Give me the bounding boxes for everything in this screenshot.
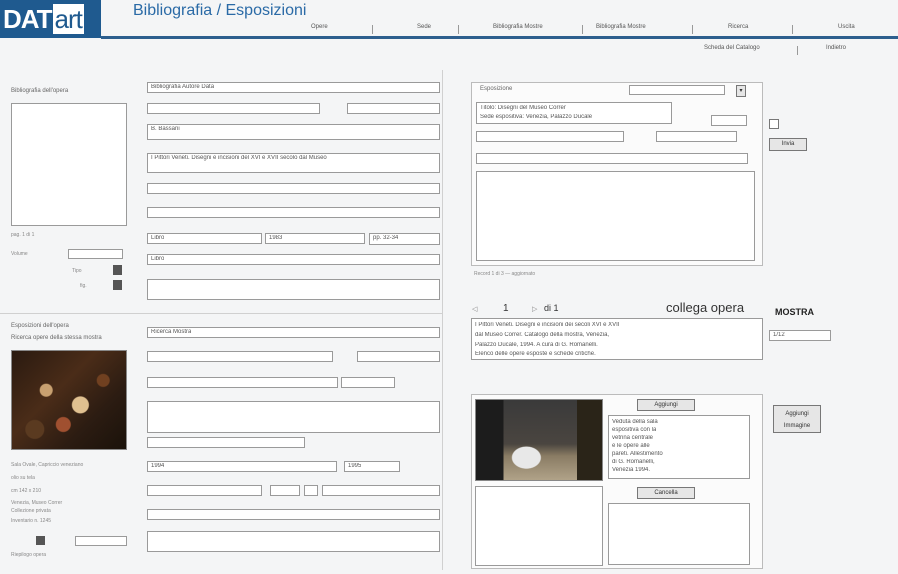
logo-suffix: art [54,4,82,34]
luogo-field[interactable] [147,351,333,362]
page-of: di 1 [544,303,559,313]
mostra-label: MOSTRA [775,307,814,317]
bottom-label: Riepilogo opera [11,552,47,558]
nav-tab-bibliografia[interactable]: Bibliografia Mostre [493,24,543,30]
desc-text-line: Palazzo Ducale, 1994. A cura di G. Romanelli. [475,342,598,348]
caption-line: Venezia, Museo Correr [11,500,63,506]
editore-mostra-field[interactable] [147,509,440,520]
subnav-indietro[interactable]: Indietro [826,45,847,51]
nav-tab-ricerca[interactable]: Ricerca [728,24,749,30]
nav-separator [458,25,459,34]
invia-button[interactable]: Invia [769,138,807,151]
aggiungi-immagine-button[interactable]: Aggiungi Immagine [773,405,821,433]
panel-check[interactable] [769,119,779,129]
note-field[interactable] [147,254,440,265]
desc-text-line: dal Museo Correr. Catalogo della mostra, Venezia, [475,332,610,338]
app-logo [0,0,101,38]
caption-text-line: di G. Romanelli, [612,459,655,465]
nav-separator [792,25,793,34]
subnav-scheda[interactable]: Scheda del Catalogo [704,45,760,51]
tipo-value: Libro [151,235,165,241]
fig-toggle-icon[interactable] [113,280,122,290]
date-from-field[interactable] [147,461,337,472]
luogo-field-b[interactable] [357,351,440,362]
nav-tab-uscita[interactable]: Uscita [838,24,855,30]
ref-field-b[interactable] [347,103,440,114]
tipo-field[interactable] [147,183,440,194]
logo-text: DAT [3,4,52,34]
panel-search-field[interactable] [629,85,725,95]
caption-line: olio su tela [11,475,35,481]
exhibition-photo[interactable] [475,399,603,481]
nav-separator [692,25,693,34]
ref-field-a[interactable] [147,103,320,114]
nav-tab-mostre[interactable]: Bibliografia Mostre [596,24,646,30]
note-value: Libro [151,256,165,262]
catalogo-field[interactable] [147,485,262,496]
panel-side-field[interactable] [711,115,747,126]
section-sublabel[interactable]: Ricerca opere della stessa mostra [11,335,102,341]
photo-caption-area [608,415,750,479]
header-divider [101,36,898,39]
catalogo-field-c[interactable] [304,485,318,496]
short-ref-value: B. Bassani [151,126,180,132]
author-field[interactable] [147,82,440,93]
label-volume: Volume [11,251,28,257]
caption-text-line: pareti. Allestimento [612,451,663,457]
catalogo-field-d[interactable] [322,485,440,496]
editore-field[interactable] [147,207,440,218]
panel-list-area[interactable] [476,171,755,261]
date-from-value: 1994 [151,463,165,469]
prev-page-icon[interactable]: ◁ [472,306,478,313]
panel-footer-note: Record 1 di 3 — aggiornato [474,271,536,277]
anno-field[interactable] [147,233,262,244]
label-tipo: Tipo [72,268,82,274]
sede-field-b[interactable] [341,377,395,388]
section-label-bibliografia: Bibliografia dell'opera [11,88,69,94]
artwork-thumbnail[interactable] [11,350,127,450]
mostra-description [471,318,763,360]
nav-separator [582,25,583,34]
caption-line: Sala Ovale, Capriccio veneziano [11,462,84,468]
panel-line-field[interactable] [476,153,748,164]
short-ref-field[interactable] [147,124,440,140]
year-field[interactable] [265,233,365,244]
nav-tab-sede[interactable]: Sede [417,24,432,30]
note-mostra-textarea[interactable] [147,531,440,552]
tipo-toggle-icon[interactable] [113,265,122,275]
anno-value: 1983 [269,235,283,241]
section-divider [0,313,442,314]
pagine-field[interactable] [369,233,440,245]
sede-field[interactable] [147,377,338,388]
notes-textarea[interactable] [147,279,440,300]
desc-text-line: Elenco delle opere esposte e schede critiche. [475,351,596,357]
desc-text-line: I Pittori Veneti. Disegni e incisioni dei secoli XVI e XVII [475,322,620,328]
page-title: Bibliografia / Esposizioni [133,2,307,19]
nav-separator [797,46,798,55]
column-divider [442,70,443,570]
panel-desc-area[interactable] [476,102,672,124]
photo-slot-empty[interactable] [475,486,603,566]
caption-text-line: Veduta della sala [612,419,658,425]
collega-opera-link[interactable]: collega opera [666,300,745,315]
volume-field[interactable] [68,249,123,259]
caption-text-line: vetrina centrale [612,435,654,441]
mostra-id-value: 1/12 [773,332,785,338]
curatore-field[interactable] [147,437,305,448]
caption-text-line: espositiva con la [612,427,657,433]
catalogo-field-b[interactable] [270,485,300,496]
cancella-button[interactable]: Cancella [637,487,695,499]
nav-prev-icon[interactable] [36,536,45,545]
label-fig: fig. [80,283,87,289]
section-label-esposizioni: Esposizioni dell'opera [11,323,69,329]
author-value: Bibliografia Autore Data [151,84,215,90]
nav-tab-opere[interactable]: Opere [311,24,328,30]
pagine-value: pp. 32-34 [373,235,399,241]
date-to-field[interactable] [344,461,400,472]
page-indicator: pag. 1 di 1 [11,232,35,238]
panel-multi-field[interactable] [476,131,624,142]
record-field[interactable] [75,536,127,546]
title-value: I Pittori Veneti. Disegni e incisioni del XVI e XVII secolo dal Museo [151,155,327,161]
immagini-panel [471,394,763,569]
caption-line: Inventario n. 1245 [11,518,52,524]
panel-multi-field-b[interactable] [656,131,737,142]
photo-notes-area[interactable] [608,503,750,565]
mostra-id-field[interactable] [769,330,831,341]
mostra-value: Ricerca Mostra [151,329,192,335]
desc-line: Titolo: Disegni del Museo Correr [480,105,566,111]
aggiungi-button[interactable]: Aggiungi [637,399,695,411]
esposizione-panel [471,82,763,266]
mostra-field[interactable] [147,327,440,338]
page-number: 1 [503,303,509,314]
title-textarea[interactable] [147,153,440,173]
desc-textarea[interactable] [147,401,440,433]
caption-line: cm 142 x 210 [11,488,42,494]
desc-line: Sede espositiva: Venezia, Palazzo Ducale [480,114,593,120]
caption-text-line: e le opere alle [612,443,650,449]
panel-label: Esposizione [480,86,513,92]
panel-dropdown-icon[interactable]: ▾ [736,85,746,97]
date-to-value: 1995 [348,463,362,469]
image-placeholder[interactable] [11,103,127,226]
next-page-icon[interactable]: ▷ [532,306,538,313]
caption-line: Collezione privata [11,508,51,514]
caption-text-line: Venezia 1994. [612,467,651,473]
nav-separator [372,25,373,34]
